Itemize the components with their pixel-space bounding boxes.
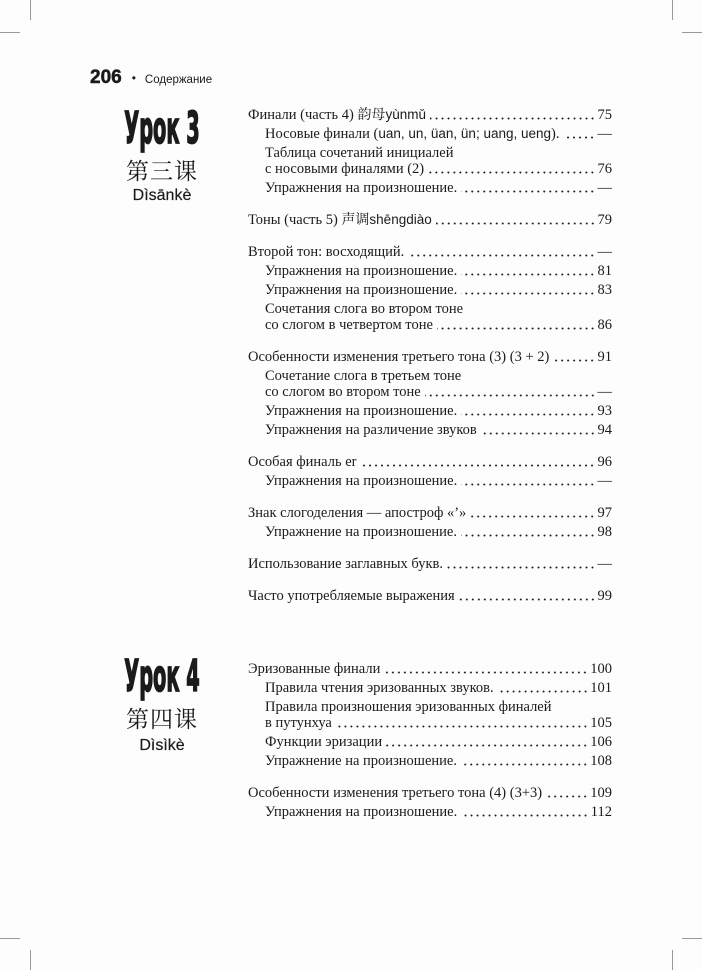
toc-title-text: Упражнения на произношение. xyxy=(265,804,458,820)
toc-entry-title xyxy=(248,212,432,228)
toc-entry-title xyxy=(265,734,382,750)
toc-page-number: 75 xyxy=(597,107,612,123)
toc-subentry xyxy=(248,524,612,540)
toc-entry-line xyxy=(265,145,612,161)
dot-leader xyxy=(461,282,595,298)
dot-leader xyxy=(437,317,596,333)
toc-entry-line xyxy=(265,126,612,142)
toc-group xyxy=(248,107,612,196)
toc-page-number: 112 xyxy=(590,804,612,820)
dot-leader xyxy=(459,588,596,604)
toc-entry-line xyxy=(248,212,612,228)
toc-page-number: 79 xyxy=(597,212,612,228)
toc-entry-title xyxy=(265,301,463,317)
toc-group xyxy=(248,556,612,572)
toc-entry-line xyxy=(265,180,612,196)
toc-entry-title xyxy=(265,126,559,142)
toc-title-text: Сочетание слога в третьем тоне xyxy=(265,368,462,384)
toc-page-number: 105 xyxy=(590,715,612,731)
toc-entry-line xyxy=(265,384,612,400)
toc-entry-line xyxy=(265,473,612,489)
toc-entry-line xyxy=(265,699,612,715)
dot-leader xyxy=(461,403,595,419)
toc-entry-title xyxy=(265,282,457,298)
toc-entry-line xyxy=(265,317,612,333)
toc-entry-line xyxy=(248,556,612,572)
toc-entry-title xyxy=(265,699,552,715)
toc-entry-line xyxy=(248,454,612,470)
toc-title-text: Упражнения на произношение. xyxy=(265,282,458,298)
dot-leader xyxy=(461,473,595,489)
toc-page-number: 101 xyxy=(590,680,612,696)
toc-title-text: Таблица сочетаний инициалей xyxy=(265,145,454,161)
toc-page-number: 108 xyxy=(590,753,612,769)
toc-subentry xyxy=(248,180,612,196)
toc-title-pinyin: shēngdiào xyxy=(369,212,432,227)
toc-entry-title xyxy=(248,588,455,604)
toc-page-number: — xyxy=(597,244,612,260)
toc-entry xyxy=(248,244,612,260)
toc-entry-line xyxy=(265,715,612,731)
toc-page-number: 81 xyxy=(597,263,612,279)
toc-page-number: — xyxy=(597,180,612,196)
toc-page-number: — xyxy=(597,384,612,400)
toc-page-number: 96 xyxy=(597,454,612,470)
toc-entry-line xyxy=(265,753,612,769)
toc-entry-line xyxy=(248,244,612,260)
toc-page-number: 86 xyxy=(597,317,612,333)
toc-title-text: Упражнения на произношение. xyxy=(265,473,458,489)
toc-group xyxy=(248,349,612,438)
crop-mark xyxy=(0,938,20,939)
toc-entry-title xyxy=(265,524,457,540)
toc-title-text: Особая финаль er xyxy=(248,454,357,470)
dot-leader xyxy=(384,661,588,677)
toc-entry-title xyxy=(265,317,433,333)
toc-entry xyxy=(248,212,612,228)
toc-entry xyxy=(248,556,612,572)
toc-entry-title xyxy=(265,180,457,196)
toc-title-text: Эризованные финали xyxy=(248,661,381,677)
toc-title-hanzi: 声调 xyxy=(341,212,370,228)
crop-mark xyxy=(682,32,702,33)
dot-leader xyxy=(336,715,588,731)
toc-entry-line xyxy=(265,368,612,384)
toc-group xyxy=(248,244,612,333)
toc-group xyxy=(248,454,612,489)
toc-entry-line xyxy=(265,403,612,419)
toc-title-text: Особенности изменения третьего тона (4) (3+3) xyxy=(248,785,543,801)
toc-entry-line xyxy=(248,107,612,123)
toc-entry xyxy=(248,505,612,521)
toc-page-number: 98 xyxy=(597,524,612,540)
toc-title-text: ). xyxy=(551,126,560,142)
toc-title-text: Финали (часть 4) xyxy=(248,107,358,123)
toc-title-text: Особенности изменения третьего тона (3) (3 + 2) xyxy=(248,349,550,365)
toc-page-number: 99 xyxy=(597,588,612,604)
toc-entry-line xyxy=(265,161,612,177)
toc-entry xyxy=(248,588,612,604)
toc-entry-title xyxy=(265,680,494,696)
toc-title-text: Часто употребляемые выражения xyxy=(248,588,455,604)
toc-entry-title xyxy=(265,473,457,489)
toc-page-number: — xyxy=(597,126,612,142)
toc-entry-title xyxy=(265,145,453,161)
dot-leader xyxy=(430,107,596,123)
dot-leader xyxy=(386,734,588,750)
toc-entry-title xyxy=(265,403,457,419)
toc-title-text: в путунхуа xyxy=(265,715,332,731)
toc-subentry xyxy=(248,680,612,696)
dot-leader xyxy=(428,161,595,177)
dot-leader xyxy=(461,180,595,196)
toc-entry-line xyxy=(265,422,612,438)
toc-entry-title xyxy=(265,422,477,438)
toc-title-text: Правила чтения эризованных звуков. xyxy=(265,680,494,696)
lesson-hanzi: 第四课 xyxy=(126,707,198,733)
toc-page-number: 97 xyxy=(597,505,612,521)
toc-list xyxy=(248,107,612,604)
toc-entry-title xyxy=(248,349,549,365)
toc-entry-title xyxy=(248,454,356,470)
toc-page-number: 100 xyxy=(590,661,612,677)
toc-entry xyxy=(248,785,612,801)
toc-subentry xyxy=(248,145,612,177)
lesson-title: Урок 4 xyxy=(124,651,200,702)
toc-title-text: Использование заглавных букв. xyxy=(248,556,443,572)
toc-subentry xyxy=(248,368,612,400)
toc-page-number: — xyxy=(597,556,612,572)
dot-leader xyxy=(360,454,595,470)
toc-entry-line xyxy=(265,282,612,298)
lesson-pinyin: Dìsānkè xyxy=(132,187,192,204)
toc-page-number: 91 xyxy=(597,349,612,365)
toc-subentry xyxy=(248,301,612,333)
toc-title-hanzi: 韵母 xyxy=(357,107,386,123)
dot-leader xyxy=(447,556,596,572)
toc-entry-title xyxy=(248,505,466,521)
toc-title-text: Функции эризации xyxy=(265,734,383,750)
dot-leader xyxy=(461,804,589,820)
toc-subentry xyxy=(248,699,612,731)
toc-title-text: Правила произношения эризованных финалей xyxy=(265,699,552,715)
toc-entry-title xyxy=(265,263,457,279)
crop-mark xyxy=(0,32,20,33)
toc-title-text: Упражнение на произношение. xyxy=(265,753,457,769)
dot-leader xyxy=(461,263,595,279)
toc-entry-line xyxy=(248,661,612,677)
toc-title-text: со слогом в четвертом тоне xyxy=(265,317,433,333)
lesson-title: Урок 3 xyxy=(124,103,200,154)
toc-page-number: — xyxy=(597,473,612,489)
toc-title-pinyin: uan, un, üan, ün; uang, ueng xyxy=(378,126,552,141)
toc-page-number: 94 xyxy=(597,422,612,438)
running-head xyxy=(90,68,212,88)
toc-entry-title xyxy=(265,368,461,384)
crop-mark xyxy=(30,950,31,970)
toc-entry-line xyxy=(265,524,612,540)
toc-title-text: Упражнение на произношение. xyxy=(265,524,457,540)
toc-title-text: Упражнения на произношение. xyxy=(265,180,458,196)
toc-entry xyxy=(248,349,612,365)
toc-group xyxy=(248,785,612,820)
section-title: Содержание xyxy=(144,74,213,86)
crop-mark xyxy=(672,0,673,20)
lesson-pinyin: Dìsìkè xyxy=(139,737,185,754)
toc-subentry xyxy=(248,282,612,298)
dot-leader xyxy=(546,785,588,801)
toc-group xyxy=(248,212,612,228)
toc-page-number: 106 xyxy=(590,734,612,750)
toc-title-text: Упражнения на произношение. xyxy=(265,263,458,279)
crop-mark xyxy=(672,950,673,970)
toc-entry-title xyxy=(265,715,332,731)
toc-entry xyxy=(248,107,612,123)
toc-group xyxy=(248,505,612,540)
toc-entry-title xyxy=(265,384,421,400)
toc-subentry xyxy=(248,263,612,279)
toc-title-text: Упражнения на различение звуков xyxy=(265,422,477,438)
toc-subentry xyxy=(248,804,612,820)
toc-entry-title xyxy=(248,107,426,123)
toc-title-text: Носовые финали ( xyxy=(265,126,379,142)
toc-title-text: Знак слогоделения — апостроф «’» xyxy=(248,505,467,521)
toc-subentry xyxy=(248,126,612,142)
toc-entry-line xyxy=(265,804,612,820)
toc-entry-line xyxy=(248,349,612,365)
toc-title-text: Упражнения на произношение. xyxy=(265,403,458,419)
toc-entry xyxy=(248,454,612,470)
toc-entry-line xyxy=(265,263,612,279)
toc-page-number: 109 xyxy=(590,785,612,801)
toc-entry-line xyxy=(248,505,612,521)
toc-entry-title xyxy=(248,244,404,260)
dot-leader xyxy=(425,384,596,400)
separator-bullet: • xyxy=(131,71,136,85)
toc-subentry xyxy=(248,403,612,419)
toc-entry-title xyxy=(265,753,457,769)
toc-entry-line xyxy=(248,785,612,801)
toc-title-text: Второй тон: восходящий. xyxy=(248,244,405,260)
toc-page-number: 76 xyxy=(597,161,612,177)
dot-leader xyxy=(553,349,595,365)
toc-subentry xyxy=(248,753,612,769)
toc-entry xyxy=(248,661,612,677)
toc-entry-line xyxy=(265,301,612,317)
dot-leader xyxy=(436,212,596,228)
toc-entry-title xyxy=(248,661,380,677)
crop-mark xyxy=(682,938,702,939)
toc-title-pinyin: yùnmǔ xyxy=(385,107,426,122)
toc-page-number: 93 xyxy=(597,403,612,419)
toc-title-text: со слогом во втором тоне xyxy=(265,384,421,400)
toc-subentry xyxy=(248,422,612,438)
dot-leader xyxy=(408,244,595,260)
crop-mark xyxy=(30,0,31,20)
toc-title-text: с носовыми финалями (2) xyxy=(265,161,425,177)
toc-entry-line xyxy=(265,734,612,750)
toc-title-text: Сочетания слога во втором тоне xyxy=(265,301,464,317)
toc-group xyxy=(248,588,612,604)
toc-entry-title xyxy=(265,161,424,177)
toc-page-number: 83 xyxy=(597,282,612,298)
dot-leader xyxy=(481,422,596,438)
toc-entry-title xyxy=(265,804,457,820)
toc-entry-title xyxy=(248,556,443,572)
dot-leader xyxy=(461,524,596,540)
page-number: 206 xyxy=(90,67,122,88)
dot-leader xyxy=(461,753,588,769)
toc-list xyxy=(248,661,612,820)
toc-subentry xyxy=(248,734,612,750)
toc-entry-line xyxy=(248,588,612,604)
toc-group xyxy=(248,661,612,769)
dot-leader xyxy=(470,505,595,521)
lesson-hanzi: 第三课 xyxy=(126,159,198,185)
toc-entry-title xyxy=(248,785,542,801)
toc-entry-line xyxy=(265,680,612,696)
dot-leader xyxy=(498,680,589,696)
toc-title-text: Тоны (часть 5) xyxy=(248,212,342,228)
dot-leader xyxy=(563,126,595,142)
toc-subentry xyxy=(248,473,612,489)
